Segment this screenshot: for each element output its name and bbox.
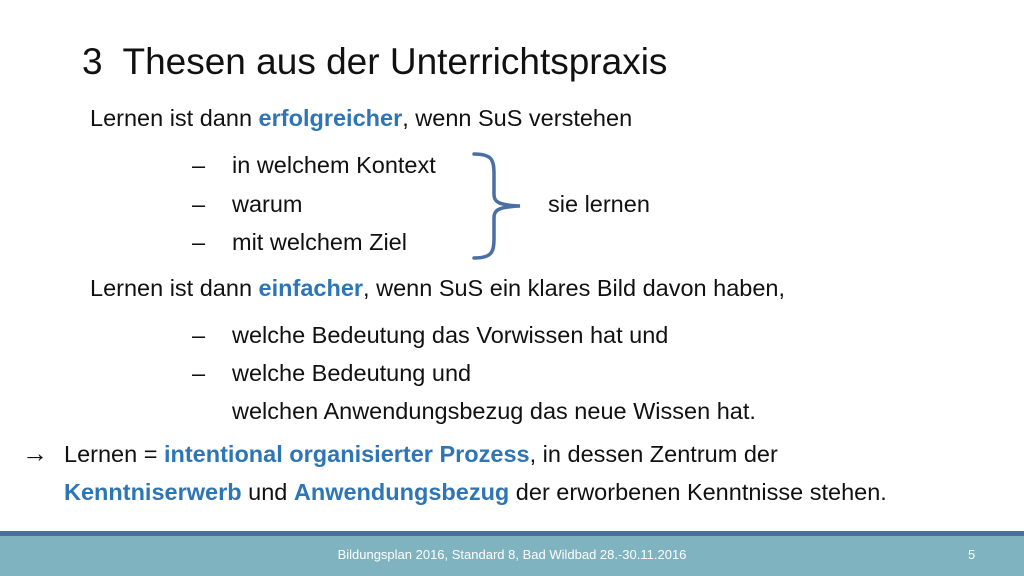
conclusion-pre: Lernen = xyxy=(64,441,164,467)
conclusion-line-1 xyxy=(22,438,778,469)
brace-label: sie lernen xyxy=(548,191,650,217)
list-item-text: welche Bedeutung das Vorwissen hat und xyxy=(232,322,669,348)
thesis-1-pre: Lernen ist dann xyxy=(90,105,259,131)
list-item-text: in welchem Kontext xyxy=(232,152,436,178)
list-item-text: welche Bedeutung und xyxy=(232,360,472,386)
conclusion-mid: und xyxy=(241,479,294,505)
slide-title: 3 Thesen aus der Unterrichtspraxis xyxy=(82,41,668,82)
thesis-2-pre: Lernen ist dann xyxy=(90,275,259,301)
list-item-continuation: welchen Anwendungsbezug das neue Wissen hat. xyxy=(232,398,756,424)
page-number: 5 xyxy=(968,547,976,562)
conclusion-highlight-3: Anwendungsbezug xyxy=(293,479,510,505)
conclusion-highlight-2: Kenntniserwerb xyxy=(64,479,242,505)
dash-bullet: – xyxy=(192,191,206,217)
list-item xyxy=(192,189,303,219)
right-arrow-icon: → xyxy=(22,438,48,468)
list-item xyxy=(192,358,471,388)
list-item xyxy=(192,227,407,257)
thesis-2 xyxy=(90,273,785,303)
list-item-text: mit welchem Ziel xyxy=(232,229,407,255)
list-item-text: warum xyxy=(232,191,303,217)
dash-bullet: – xyxy=(192,360,206,386)
conclusion-post: , in dessen Zentrum der xyxy=(529,441,778,467)
conclusion-highlight: intentional organisierter Prozess xyxy=(163,441,530,467)
thesis-2-highlight: einfacher xyxy=(258,275,364,301)
conclusion-line-2 xyxy=(64,477,887,507)
list-item xyxy=(192,320,668,350)
thesis-1 xyxy=(90,103,632,133)
conclusion-end: der erworbenen Kenntnisse stehen. xyxy=(509,479,887,505)
thesis-1-post: , wenn SuS verstehen xyxy=(402,105,633,131)
dash-bullet: – xyxy=(192,229,206,255)
dash-bullet: – xyxy=(192,152,206,178)
list-item xyxy=(192,150,436,180)
thesis-2-post: , wenn SuS ein klares Bild davon haben, xyxy=(363,275,786,301)
right-brace-icon xyxy=(472,150,532,262)
dash-bullet: – xyxy=(192,322,206,348)
footer-text: Bildungsplan 2016, Standard 8, Bad Wildbad 28.-30.11.2016 xyxy=(337,547,687,562)
thesis-1-highlight: erfolgreicher xyxy=(258,105,403,131)
